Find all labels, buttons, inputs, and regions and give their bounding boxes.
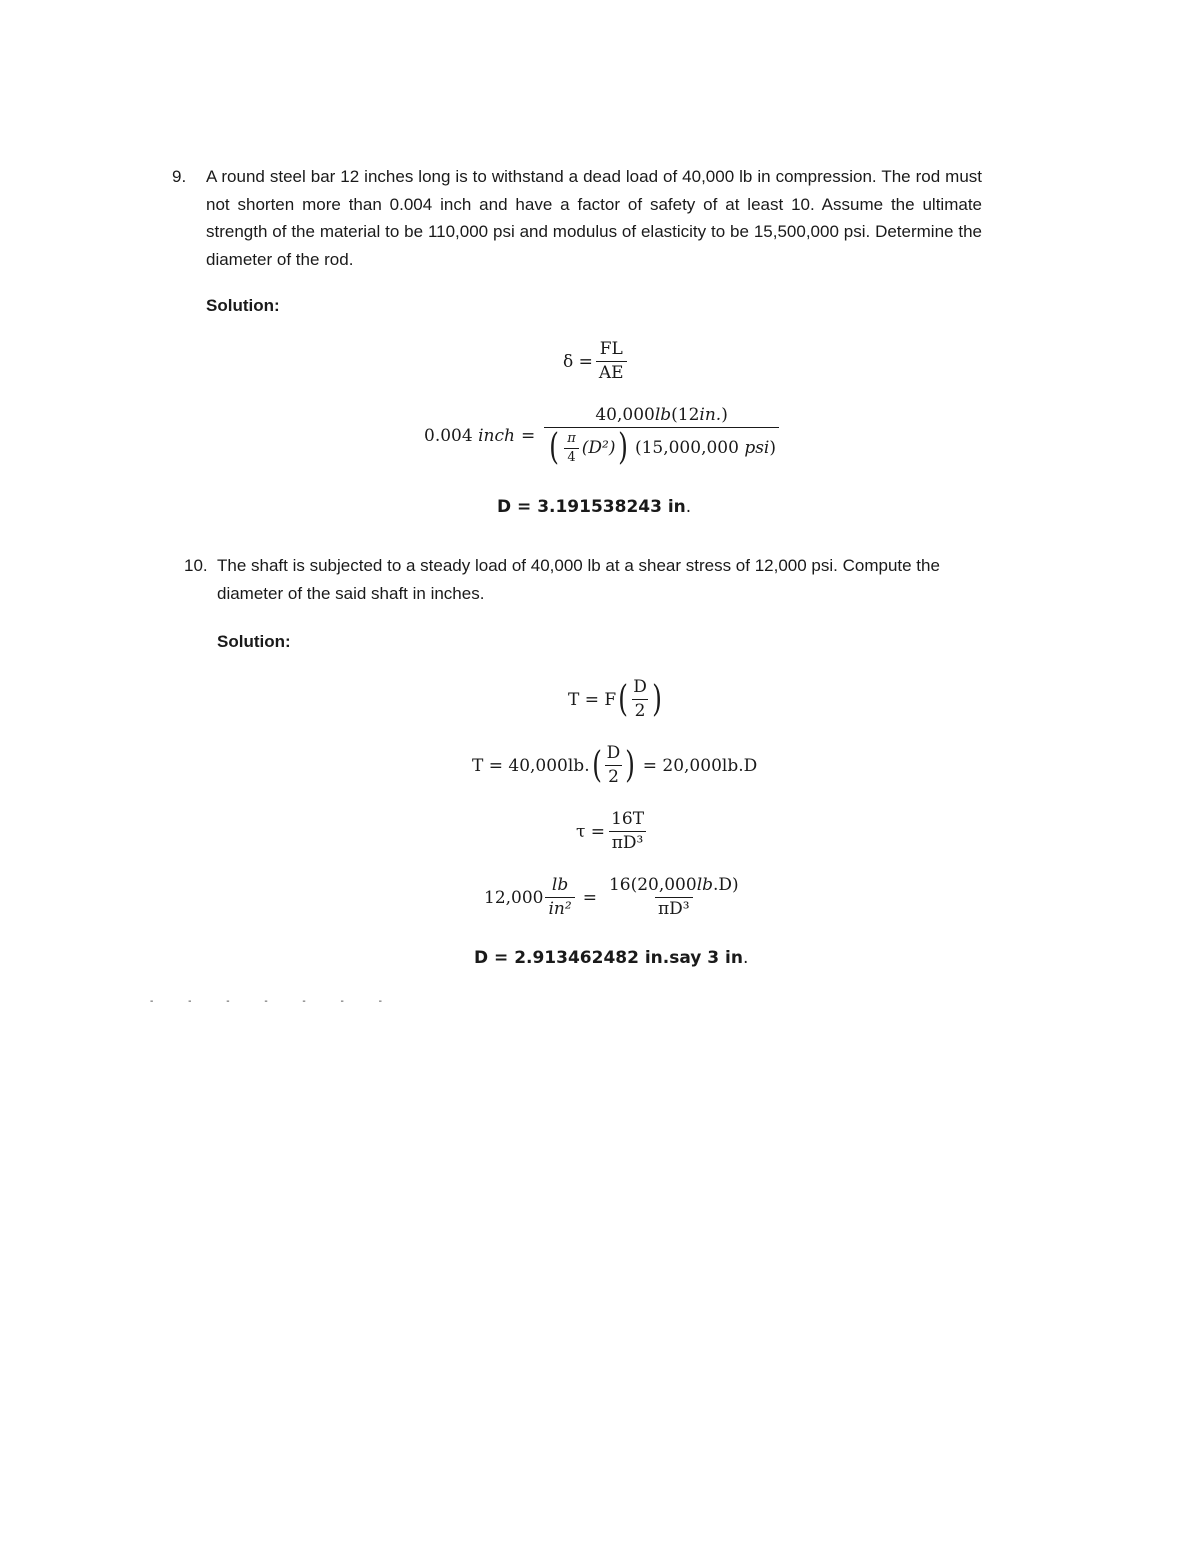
footer-marks: - - - - - - - bbox=[150, 996, 398, 1007]
fraction bbox=[606, 876, 742, 919]
answer-value: D = 3.191538243 in bbox=[497, 497, 686, 517]
denominator bbox=[544, 427, 779, 466]
equation-deformation bbox=[563, 340, 630, 383]
equation-lhs: 12,000 bbox=[484, 887, 544, 908]
value: (12 bbox=[671, 405, 700, 425]
denominator: 4 bbox=[564, 448, 578, 465]
fraction bbox=[604, 744, 624, 787]
paren: ) bbox=[721, 405, 728, 425]
denominator: πD³ bbox=[609, 831, 647, 853]
numerator bbox=[606, 876, 742, 897]
problem-10 bbox=[184, 552, 1006, 607]
problem-text: A round steel bar 12 inches long is to withstand a dead load of 40,000 lb in compression. The rod must not shorten more than 0.004 inch and have a factor of safety of at least 10. Assume the ultimate strength of the material to be 110,000 psi and modulus of elasticity to be 15,500,000 psi. Determine the diameter of the rod. bbox=[206, 167, 982, 269]
numerator: D bbox=[633, 677, 647, 697]
numerator: FL bbox=[599, 339, 623, 359]
fraction bbox=[630, 678, 650, 721]
equation-substitution bbox=[424, 406, 782, 466]
left-paren: ( bbox=[591, 744, 602, 786]
answer-period: . bbox=[685, 497, 692, 517]
solution-label: Solution: bbox=[217, 632, 291, 651]
value: (15,000,000 bbox=[634, 437, 739, 458]
problem-number: 10. bbox=[184, 556, 208, 575]
equation-lhs: 0.004 bbox=[424, 426, 473, 446]
value: .D) bbox=[713, 875, 739, 895]
left-paren: ( bbox=[618, 678, 629, 720]
unit: lb bbox=[654, 405, 672, 425]
solution-label: Solution: bbox=[206, 296, 280, 315]
denominator: AE bbox=[596, 361, 627, 383]
unit: psi bbox=[744, 437, 770, 458]
numerator: 16T bbox=[611, 809, 645, 829]
equals-sign: = bbox=[582, 887, 597, 908]
numerator bbox=[592, 406, 731, 427]
unit: lb bbox=[696, 875, 714, 895]
equation-lhs: δ = bbox=[563, 351, 593, 372]
right-paren: ) bbox=[651, 678, 662, 720]
paren: ) bbox=[769, 437, 777, 458]
answer-value: D = 2.913462482 in.say 3 in bbox=[474, 948, 743, 968]
answer bbox=[497, 497, 691, 517]
numerator: π bbox=[567, 430, 576, 446]
equation-torque-substitution bbox=[472, 744, 757, 787]
numerator: D bbox=[606, 743, 621, 763]
equation-lhs: τ = bbox=[576, 821, 606, 842]
pi-over-4 bbox=[564, 432, 579, 465]
numerator: lb bbox=[551, 875, 569, 895]
answer-period: . bbox=[743, 948, 749, 968]
denominator: 2 bbox=[632, 699, 649, 721]
value: 16(20,000 bbox=[608, 875, 697, 895]
equation-rhs: = 20,000lb.D bbox=[642, 755, 758, 776]
equation-lhs: T = F bbox=[568, 689, 617, 710]
equation-lhs: T = 40,000lb. bbox=[472, 755, 590, 776]
problem-9 bbox=[172, 163, 982, 273]
answer bbox=[474, 948, 748, 968]
left-paren: ( bbox=[549, 427, 560, 468]
unit-fraction bbox=[545, 876, 574, 919]
d-squared: (D²) bbox=[581, 437, 616, 458]
denominator: πD³ bbox=[655, 897, 693, 919]
equals-sign: = bbox=[520, 426, 536, 446]
denominator: in² bbox=[545, 897, 574, 919]
problem-number: 9. bbox=[172, 167, 187, 186]
fraction bbox=[544, 406, 779, 466]
denominator: 2 bbox=[605, 765, 622, 787]
equation-shear-stress bbox=[576, 810, 650, 853]
unit: in. bbox=[699, 405, 722, 425]
right-paren: ) bbox=[617, 427, 628, 468]
fraction bbox=[596, 340, 627, 383]
value: 40,000 bbox=[595, 405, 655, 425]
equation-solve-diameter bbox=[484, 876, 745, 919]
unit: inch bbox=[478, 426, 515, 446]
problem-text: The shaft is subjected to a steady load of 40,000 lb at a shear stress of 12,000 psi. Compute the diameter of the said shaft in inches. bbox=[217, 556, 940, 603]
fraction bbox=[608, 810, 647, 853]
right-paren: ) bbox=[625, 744, 636, 786]
equation-torque bbox=[568, 678, 664, 721]
